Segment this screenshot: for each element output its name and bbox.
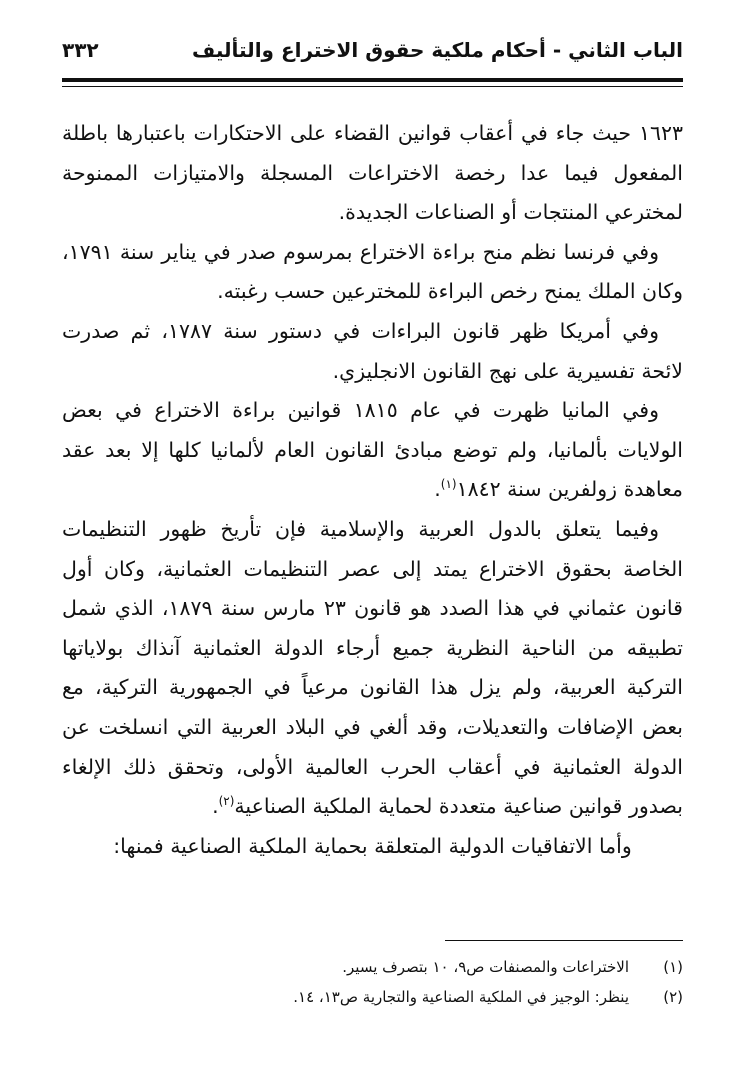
- header-rule-thick: [62, 78, 683, 82]
- paragraph-text: ١٦٢٣ حيث جاء في أعقاب قوانين القضاء على الاحتكارات باعتبارها باطلة المفعول فيما عدا رخصة الاختراعات المسجلة والامتيازات الممنوحة لمخترعي المنتجات أو الصناعات الجديدة.: [62, 121, 683, 225]
- paragraph-tail: .: [212, 794, 219, 819]
- paragraph-america: [62, 312, 683, 391]
- footnote-item: [62, 952, 683, 982]
- paragraph-arab-states: [62, 510, 683, 827]
- chapter-title: الباب الثاني - أحكام ملكية حقوق الاختراع والتأليف: [192, 38, 683, 62]
- paragraph-france: [62, 233, 683, 312]
- footnote-number: (١): [663, 958, 683, 976]
- paragraph-text: وأما الاتفاقيات الدولية المتعلقة بحماية الملكية الصناعية فمنها:: [113, 833, 632, 858]
- body-text: [62, 114, 683, 866]
- footnote-text: ينظر: الوجيز في الملكية الصناعية والتجارية ص١٣، ١٤.: [293, 988, 629, 1006]
- paragraph-tail: .: [434, 477, 441, 502]
- page-number: ٣٣٢: [62, 38, 99, 62]
- footnote-ref-1: (١): [440, 477, 457, 492]
- paragraph-england: [62, 114, 683, 233]
- paragraph-text: وفي فرنسا نظم منح براءة الاختراع بمرسوم صدر في يناير سنة ١٧٩١، وكان الملك يمنح رخص البراءة للمخترعين حسب رغبته.: [62, 239, 683, 304]
- paragraph-text: وفي أمريكا ظهر قانون البراءات في دستور سنة ١٧٨٧، ثم صدرت لائحة تفسيرية على نهج القانون الانجليزي.: [62, 318, 683, 383]
- header-rule-thin: [62, 86, 683, 87]
- paragraph-text: وفيما يتعلق بالدول العربية والإسلامية فإن تأريخ ظهور التنظيمات الخاصة بحقوق الاختراع يمتد إلى عصر التنظيمات العثمانية، وكان أول قانون عثماني في هذا الصدد هو قانون ٢٣ مارس سنة ١٨٧٩، الذي شمل تطبيقه من الناحية النظرية جميع أرجاء الدولة العثمانية آنذاك بولاياتها التركية العربية، ولم يزل هذا القانون مرعياً في الجمهورية التركية، مع بعض الإضافات والتعديلات، وقد ألغي في البلاد العربية التي انسلخت عن الدولة العثمانية في أعقاب الحرب العالمية الأولى، وتحقق ذلك الإلغاء بصدور قوانين صناعية متعددة لحماية الملكية الصناعية: [62, 516, 683, 819]
- footnote-number: (٢): [663, 988, 683, 1006]
- paragraph-germany: [62, 391, 683, 510]
- footnote-separator: [445, 940, 683, 941]
- footnote-item: [62, 982, 683, 1012]
- footnote-ref-2: (٢): [218, 794, 235, 809]
- footnote-text: الاختراعات والمصنفات ص٩، ١٠ بتصرف يسير.: [342, 958, 629, 976]
- paragraph-text: وفي المانيا ظهرت في عام ١٨١٥ قوانين براءة الاختراع في بعض الولايات بألمانيا، ولم توضع مبادئ القانون العام لألمانيا كلها إلا بعد عقد معاهدة زولفرين سنة ١٨٤٢: [62, 398, 683, 502]
- running-header: [62, 34, 683, 74]
- paragraph-agreements: [62, 827, 683, 867]
- footnotes: [62, 952, 683, 1012]
